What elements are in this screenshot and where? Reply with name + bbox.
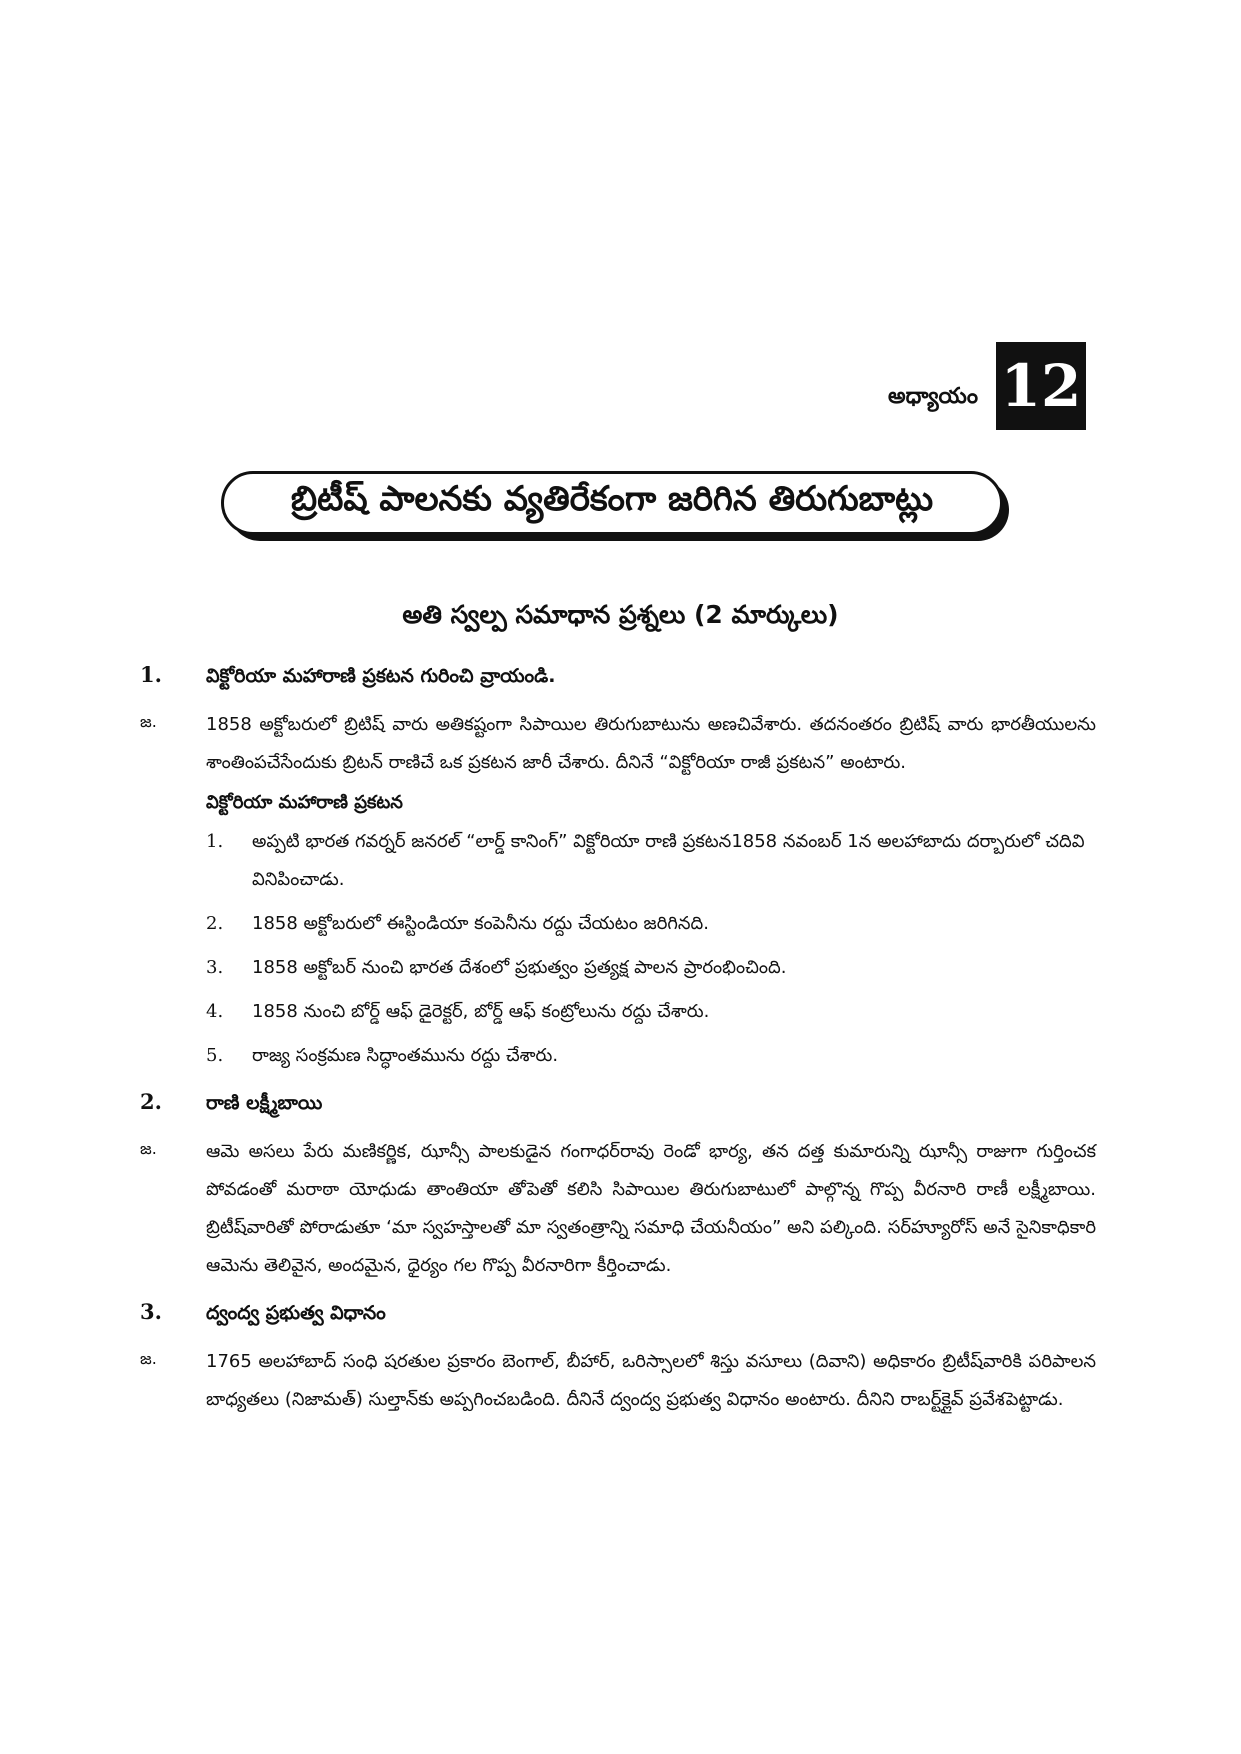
chapter-label: అధ్యాయం	[887, 384, 978, 409]
answer-label: జ.	[140, 712, 157, 731]
answer-text: 1858 అక్టోబరులో బ్రిటిష్ వారు అతికష్టంగా సిపాయిల తిరుగుబాటును అణచివేశారు. తదనంతరం బ్రిటిష్ వారు భారతీయులను శాంతింపచేసేందుకు బ్రిటన్ రాణిచే ఒక ప్రకటన జారీ చేశారు. దీనినే “విక్టోరియా రాజీ ప్రకటన” అంటారు.	[206, 714, 1096, 773]
answer-3	[140, 1343, 1096, 1419]
list-item-text: రాజ్య సంక్రమణ సిద్ధాంతమును రద్దు చేశారు.	[252, 1045, 559, 1066]
question-3	[140, 1299, 1096, 1329]
list-item	[206, 1037, 1096, 1075]
list-item	[206, 993, 1096, 1031]
answer-text: 1765 అలహాబాద్ సంధి షరతుల ప్రకారం బెంగాల్, బీహార్, ఒరిస్సాలలో శిస్తు వసూలు (దివాని) అధికారం బ్రిటీష్‌వారికి పరిపాలన బాధ్యతలు (నిజామత్) సుల్తాన్‌కు అప్పగించబడింది. దీనినే ద్వంద్వ ప్రభుత్వ విధానం అంటారు. దీనిని రాబర్ట్‌క్లైవ్ ప్రవేశపెట్టాడు.	[206, 1351, 1096, 1410]
answer-label: జ.	[140, 1139, 157, 1158]
question-text: ద్వంద్వ ప్రభుత్వ విధానం	[206, 1302, 386, 1324]
question-number: 2.	[140, 1089, 162, 1114]
list-item-number: 3.	[206, 957, 224, 978]
numbered-points	[206, 823, 1096, 1075]
question-2	[140, 1089, 1096, 1119]
question-number: 3.	[140, 1299, 162, 1324]
answer-text: ఆమె అసలు పేరు మణికర్ణిక, ఝాన్సీ పాలకుడైన గంగాధర్‌రావు రెండో భార్య, తన దత్త కుమారున్ని ఝాన్సీ రాజుగా గుర్తించక పోవడంతో మరాఠా యోధుడు తాంతియా తోపెతో కలిసి సిపాయిల తిరుగుబాటులో పాల్గొన్న గొప్ప వీరనారి రాణీ లక్ష్మీబాయి. బ్రిటీష్‌వారితో పోరాడుతూ ‘మా స్వహస్తాలతో మా స్వతంత్రాన్ని సమాధి చేయనీయం” అని పల్కింది. సర్‌హ్యూరోస్ అనే సైనికాధికారి ఆమెను తెలివైన, అందమైన, ధైర్యం గల గొప్ప వీరనారిగా కీర్తించాడు.	[206, 1141, 1096, 1276]
list-item-number: 2.	[206, 913, 224, 934]
list-item-text: 1858 అక్టోబరులో ఈస్టిండియా కంపెనీను రద్దు చేయటం జరిగినది.	[252, 913, 709, 934]
answer-1	[140, 706, 1096, 782]
chapter-number-badge: 12	[996, 342, 1086, 430]
question-text: రాణి లక్ష్మీబాయి	[206, 1092, 323, 1114]
answer-subheading: విక్టోరియా మహారాణి ప్రకటన	[206, 792, 403, 813]
list-item-text: 1858 అక్టోబర్ నుంచి భారత దేశంలో ప్రభుత్వం ప్రత్యక్ష పాలన ప్రారంభించింది.	[252, 957, 787, 978]
list-item-number: 5.	[206, 1045, 224, 1066]
chapter-title-banner	[221, 471, 1011, 541]
section-heading: అతి స్వల్ప సమాధాన ప్రశ్నలు (2 మార్కులు)	[402, 600, 839, 629]
list-item-text: 1858 నుంచి బోర్డ్ ఆఫ్ డైరెక్టర్, బోర్డ్ ఆఫ్ కంట్రోలును రద్దు చేశారు.	[252, 1001, 710, 1022]
chapter-marker	[888, 342, 1086, 430]
question-1	[140, 662, 1096, 692]
list-item-text: అప్పటి భారత గవర్నర్ జనరల్ “లార్డ్ కానింగ్” విక్టోరియా రాణి ప్రకటన1858 నవంబర్ 1న అలహాబాదు దర్బారులో చదివి వినిపించాడు.	[252, 831, 1085, 890]
list-item-number: 1.	[206, 831, 224, 852]
question-number: 1.	[140, 662, 162, 687]
answer-label: జ.	[140, 1349, 157, 1368]
list-item	[206, 823, 1096, 899]
list-item-number: 4.	[206, 1001, 224, 1022]
answer-2	[140, 1133, 1096, 1285]
list-item	[206, 905, 1096, 943]
question-text: విక్టోరియా మహారాణి ప్రకటన గురించి వ్రాయండి.	[206, 665, 556, 687]
list-item	[206, 949, 1096, 987]
questions-list	[140, 648, 1096, 1419]
chapter-title: బ్రిటీష్ పాలనకు వ్యతిరేకంగా జరిగిన తిరుగుబాట్లు	[221, 471, 1003, 535]
